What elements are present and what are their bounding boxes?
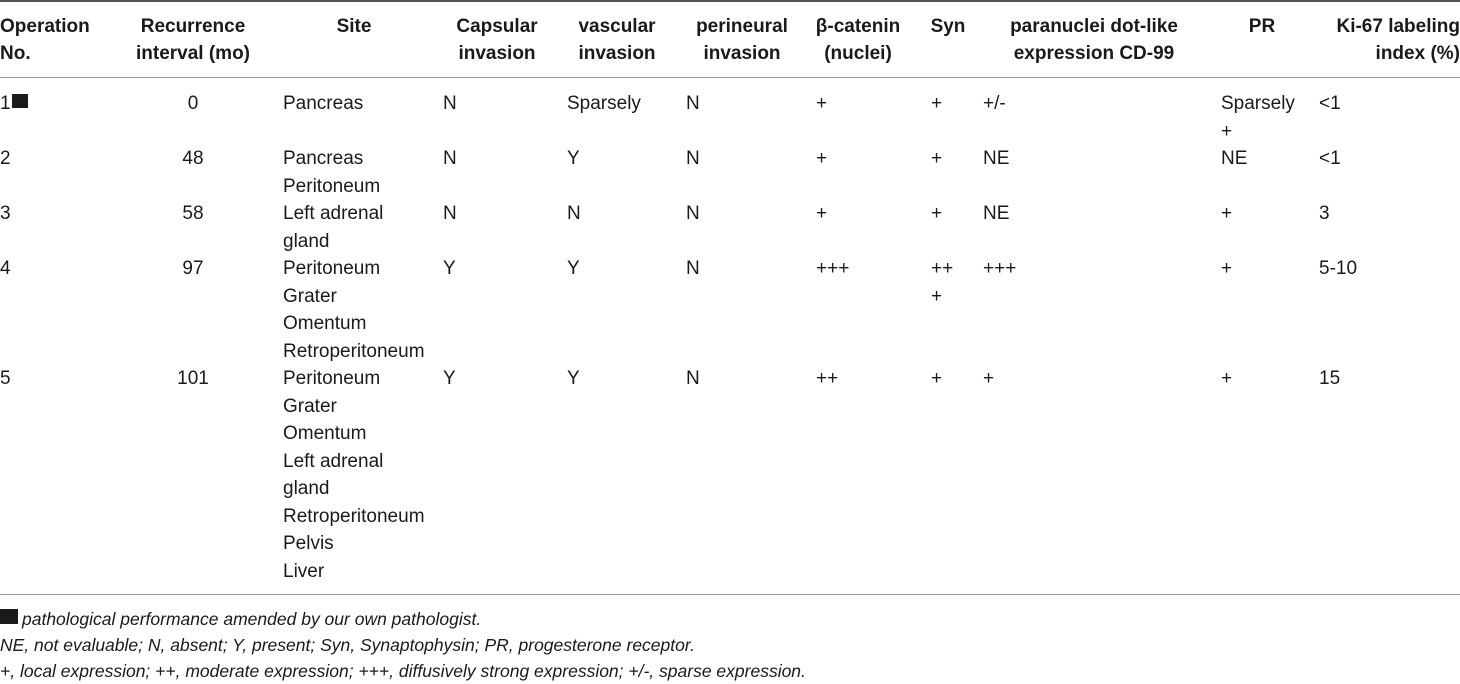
cell-operation-no: 5 (0, 368, 11, 389)
cell-site: Peritoneum Grater Omentum Left adrenal gland Retroperitoneum Pelvis Liver (283, 368, 425, 582)
cell-recurrence: 0 (187, 93, 199, 114)
cell-cd99: + (983, 368, 995, 389)
cell-vascular: Y (567, 368, 580, 389)
header-site: Site (336, 16, 372, 37)
cell-pr: + (1221, 368, 1233, 389)
table-footnotes (0, 606, 1460, 684)
cell-capsular: Y (443, 258, 456, 279)
header-syn: Syn (930, 16, 966, 37)
cell-site: Peritoneum Grater Omentum Retroperitoneum (283, 258, 425, 362)
cell-beta-catenin: + (816, 148, 828, 169)
cell-syn: + (931, 148, 943, 169)
cell-syn: + (931, 93, 943, 114)
cell-perineural: N (686, 258, 700, 279)
header-capsular-invasion: Capsular invasion (456, 16, 538, 64)
cell-pr: Sparsely + (1221, 93, 1295, 142)
cell-syn: + (931, 203, 943, 224)
footnote-expression-legend: +, local expression; ++, moderate expression; +++, diffusively strong expression; +/-, sparse expression. (0, 661, 806, 681)
black-square-marker-icon (12, 94, 28, 108)
cell-capsular: N (443, 203, 457, 224)
header-cd99: paranuclei dot-like expression CD-99 (1010, 16, 1178, 64)
cell-syn: + (931, 368, 943, 389)
cell-pr: + (1221, 258, 1233, 279)
cell-operation-no: 2 (0, 148, 11, 169)
cell-site: Left adrenal gland (283, 203, 384, 252)
cell-ki67: <1 (1319, 93, 1341, 114)
cell-cd99: +++ (983, 258, 1017, 279)
header-beta-catenin: β-catenin (nuclei) (815, 16, 901, 64)
cell-perineural: N (686, 93, 700, 114)
cell-syn: ++ + (931, 258, 954, 307)
cell-vascular: Y (567, 258, 580, 279)
cell-site: Pancreas (283, 93, 364, 114)
cell-operation-no: 3 (0, 203, 11, 224)
table-bottom-rule (0, 594, 1460, 595)
cell-ki67: <1 (1319, 148, 1341, 169)
cell-beta-catenin: + (816, 93, 828, 114)
cell-vascular: Sparsely (567, 93, 641, 114)
header-rule (0, 77, 1460, 78)
cell-operation-no: 4 (0, 258, 11, 279)
header-pr: PR (1248, 16, 1276, 37)
cell-recurrence: 48 (182, 148, 204, 169)
footnote-marker-note: pathological performance amended by our own pathologist. (0, 606, 1460, 632)
cell-recurrence: 101 (177, 368, 209, 389)
cell-ki67: 15 (1319, 368, 1341, 389)
header-ki67: Ki-67 labeling index (%) (1336, 16, 1460, 64)
cell-pr: NE (1221, 148, 1248, 169)
cell-cd99: NE (983, 203, 1010, 224)
header-vascular-invasion: vascular invasion (578, 16, 656, 64)
cell-perineural: N (686, 203, 700, 224)
header-operation-no: Operation No. (0, 16, 90, 64)
header-recurrence-interval: Recurrence interval (mo) (135, 16, 251, 64)
cell-perineural: N (686, 368, 700, 389)
cell-recurrence: 97 (182, 258, 204, 279)
footnote-abbreviations: NE, not evaluable; N, absent; Y, present; Syn, Synaptophysin; PR, progesterone receptor. (0, 635, 695, 655)
cell-ki67: 3 (1319, 203, 1330, 224)
cell-capsular: Y (443, 368, 456, 389)
cell-recurrence: 58 (182, 203, 204, 224)
black-square-marker-icon (0, 609, 18, 624)
cell-beta-catenin: ++ (816, 368, 839, 389)
cell-cd99: NE (983, 148, 1010, 169)
cell-perineural: N (686, 148, 700, 169)
cell-vascular: N (567, 203, 581, 224)
cell-beta-catenin: + (816, 203, 828, 224)
header-perineural-invasion: perineural invasion (696, 16, 788, 64)
cell-ki67: 5-10 (1319, 258, 1358, 279)
table-top-rule (0, 0, 1460, 2)
cell-vascular: Y (567, 148, 580, 169)
cell-site: Pancreas Peritoneum (283, 148, 381, 197)
cell-cd99: +/- (983, 93, 1006, 114)
cell-capsular: N (443, 148, 457, 169)
cell-operation-no: 1 (0, 90, 28, 118)
cell-beta-catenin: +++ (816, 258, 850, 279)
cell-pr: + (1221, 203, 1233, 224)
cell-capsular: N (443, 93, 457, 114)
